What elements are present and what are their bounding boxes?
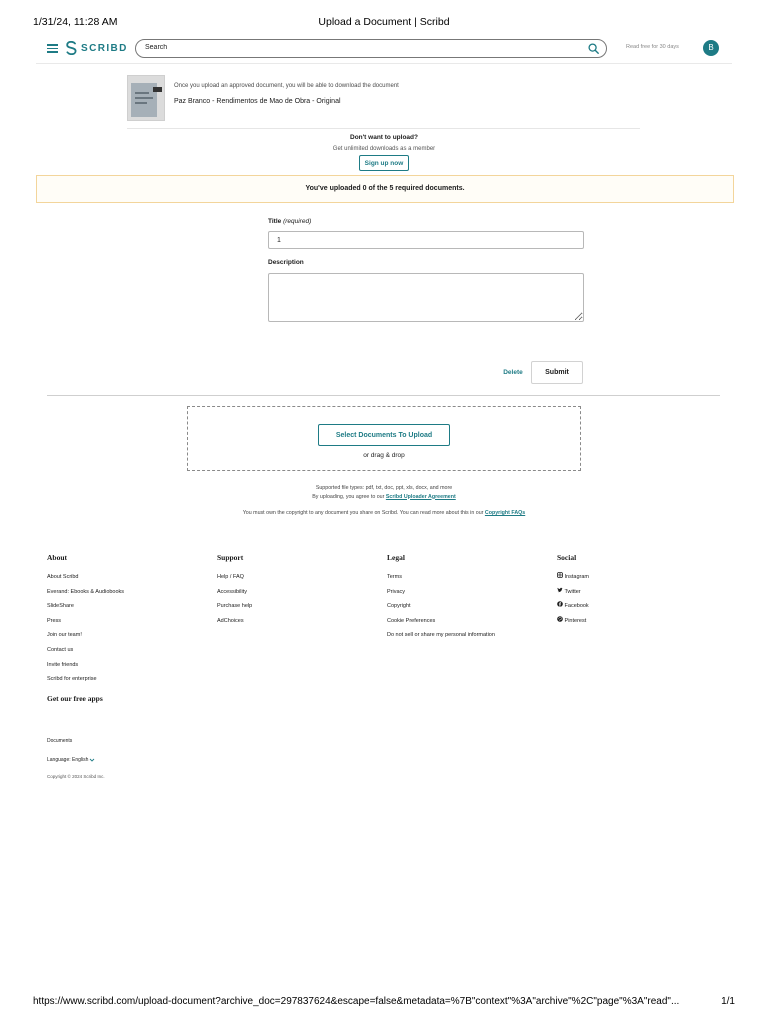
footer-link-about-scribd[interactable]: About Scribd [47, 574, 79, 580]
footer-link-instagram[interactable] [557, 570, 589, 585]
facebook-label: Facebook [564, 603, 589, 610]
footer-social-column [557, 553, 589, 628]
footer-support-column [217, 553, 252, 628]
footer-link-twitter[interactable] [557, 585, 589, 600]
footer-about-heading: About [47, 553, 68, 562]
footer-link-facebook[interactable] [557, 599, 589, 614]
top-nav [36, 36, 732, 64]
document-thumbnail [127, 75, 165, 121]
facebook-icon [557, 601, 563, 607]
read-free-link[interactable]: Read free for 30 days [626, 44, 679, 50]
footer-link-enterprise[interactable]: Scribd for enterprise [47, 676, 97, 683]
footer-link-purchase-help[interactable]: Purchase help [217, 603, 253, 610]
footer-link-press[interactable]: Press [47, 617, 62, 624]
print-url: https://www.scribd.com/upload-document?archive_doc=297837624&escape=false&metadata=%7B"context"%3A"archive"%2C"page"%3A"read"... [33, 996, 680, 1007]
section-divider [47, 395, 720, 396]
copyright-line [0, 509, 768, 518]
print-page-title: Upload a Document | Scribd [318, 16, 450, 28]
print-datetime: 1/31/24, 11:28 AM [33, 16, 118, 28]
supported-file-types: Supported file types: pdf, txt, doc, ppt, xls, docx, and more [315, 485, 453, 491]
footer-link-accessibility[interactable]: Accessibility [217, 588, 247, 595]
free-apps-heading: Get our free apps [47, 694, 103, 703]
footer-legal-column [387, 553, 495, 643]
print-page-number: 1/1 [721, 996, 735, 1007]
uploader-agreement-link[interactable]: Scribd Uploader Agreement [385, 493, 456, 500]
print-footer [33, 996, 735, 1010]
instagram-icon [557, 572, 563, 578]
scribd-logo[interactable] [66, 40, 128, 56]
footer-link-adchoices[interactable]: AdChoices [217, 617, 244, 624]
submit-button[interactable]: Submit [531, 361, 583, 384]
cta-subtext: Get unlimited downloads as a member [332, 146, 436, 152]
footer-link-join-team[interactable]: Join our team! [47, 632, 82, 639]
cta-heading: Don't want to upload? [350, 134, 418, 141]
copyright-faqs-link[interactable]: Copyright FAQs [484, 510, 526, 516]
upload-info [0, 484, 768, 518]
copyright-prefix: You must own the copyright to any document you share on Scribd. You can read more about this in our [242, 510, 485, 516]
footer-link-invite-friends[interactable]: Invite friends [47, 661, 79, 668]
agreement-prefix: By uploading, you agree to our [312, 493, 386, 500]
footer-link-slideshare[interactable]: SlideShare [47, 603, 74, 610]
search-input[interactable] [145, 44, 565, 51]
user-avatar[interactable]: B [703, 40, 719, 56]
document-form [268, 218, 584, 266]
twitter-label: Twitter [564, 588, 581, 595]
footer-link-pinterest[interactable] [557, 614, 589, 629]
footer-link-copyright[interactable]: Copyright [387, 603, 411, 610]
search-box [135, 39, 607, 58]
scribd-logo-text: SCRIBD [81, 42, 128, 54]
upload-progress-notice: You've uploaded 0 of the 5 required documents. [36, 175, 734, 203]
language-label: Language: English [47, 757, 89, 763]
footer-support-heading: Support [217, 553, 244, 562]
document-title: Paz Branco - Rendimentos de Mao de Obra - Original [174, 98, 341, 105]
description-label: Description [268, 259, 304, 266]
upload-dropzone[interactable] [187, 406, 581, 471]
print-header [33, 16, 735, 30]
title-required-text: (required) [283, 218, 312, 225]
chevron-down-icon [89, 757, 95, 763]
footer-link-documents[interactable]: Documents [47, 738, 73, 744]
title-input[interactable] [268, 231, 584, 249]
document-preview [127, 74, 640, 129]
copyright-text: Copyright © 2024 Scribd Inc. [47, 774, 105, 779]
search-icon[interactable] [588, 43, 599, 54]
title-label [268, 218, 584, 225]
sign-up-button[interactable]: Sign up now [359, 155, 409, 171]
pinterest-label: Pinterest [564, 617, 587, 624]
signup-cta [0, 134, 768, 167]
footer-link-cookie-preferences[interactable]: Cookie Preferences [387, 617, 436, 624]
footer-link-contact-us[interactable]: Contact us [47, 646, 74, 653]
footer-link-everand[interactable]: Everand: Ebooks & Audiobooks [47, 588, 125, 595]
footer-link-help-faq[interactable]: Help / FAQ [217, 574, 244, 580]
footer-link-terms[interactable]: Terms [387, 574, 402, 580]
pinterest-icon [557, 616, 563, 622]
description-input[interactable] [268, 273, 584, 322]
instagram-label: Instagram [564, 574, 589, 580]
title-label-text: Title [268, 218, 282, 225]
upload-approval-note: Once you upload an approved document, you will be able to download the document [174, 83, 399, 89]
footer-legal-heading: Legal [387, 553, 405, 562]
delete-button[interactable]: Delete [498, 362, 528, 382]
language-selector[interactable] [47, 757, 95, 763]
footer-social-heading: Social [557, 553, 577, 562]
drag-drop-text: or drag & drop [363, 452, 405, 459]
select-documents-button[interactable]: Select Documents To Upload [318, 424, 450, 446]
footer-about-column [47, 553, 124, 687]
hamburger-menu-icon[interactable] [47, 44, 58, 52]
twitter-icon [557, 587, 563, 593]
footer-link-do-not-sell[interactable]: Do not sell or share my personal information [387, 632, 495, 639]
scribd-logo-icon [66, 41, 77, 55]
uploader-agreement-line [0, 493, 768, 502]
footer-link-privacy[interactable]: Privacy [387, 588, 406, 595]
